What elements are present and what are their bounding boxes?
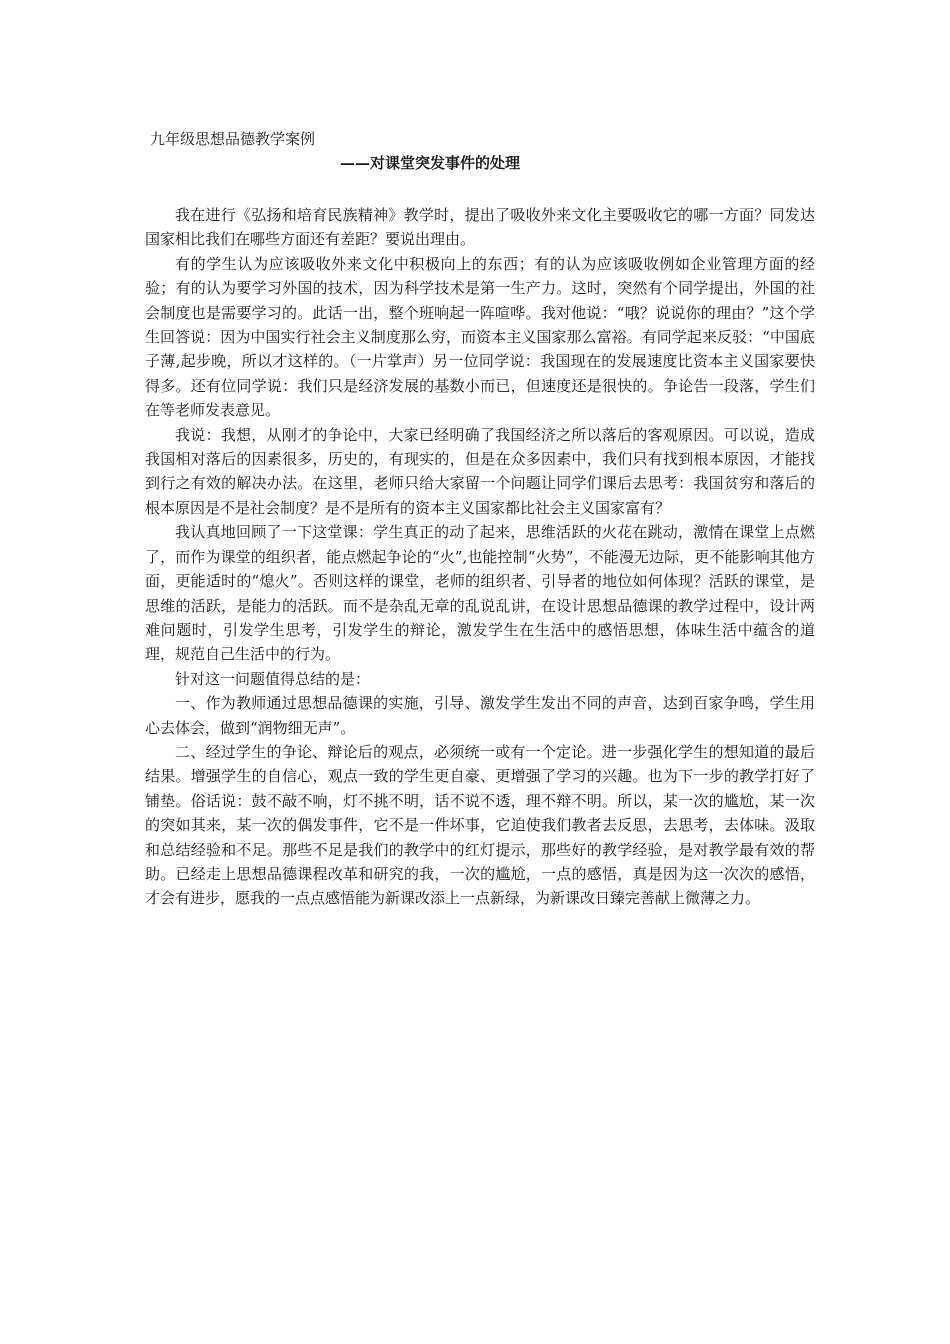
document-subtitle: ——对课堂突发事件的处理 [340,154,521,172]
paragraph-summary-point-1: 一、作为教师通过思想品德课的实施，引导、激发学生发出不同的声音，达到百家争鸣，学生用心去体会，做到“润物细无声”。 [145,694,815,737]
document-title: 九年级思想品德教学案例 [150,130,316,148]
paragraph-reflection: 我认真地回顾了一下这堂课：学生真正的动了起来，思维活跃的火花在跳动，激情在课堂上点燃了，而作为课堂的组织者，能点燃起争论的“火”,也能控制“火势”，不能漫无边际，更不能影响其他方面，更能适时的“熄火”。否则这样的课堂，老师的组织者、引导者的地位如何体现？活跃的课堂，是思维的活跃，是能力的活跃。而不是杂乱无章的乱说乱讲，在设计思想品德课的教学过程中，设计两难问题时，引发学生思考，引发学生的辩论，激发学生在生活中的感悟思想，体味生活中蕴含的道理，规范自己生活中的行为。 [145,523,815,664]
paragraph-intro: 我在进行《弘扬和培育民族精神》教学时，提出了吸收外来文化主要吸收它的哪一方面？同发达国家相比我们在哪些方面还有差距？要说出理由。 [145,206,815,249]
paragraph-summary-point-2: 二、经过学生的争论、辩论后的观点，必须统一或有一个定论。进一步强化学生的想知道的最后结果。增强学生的自信心，观点一致的学生更自豪、更增强了学习的兴趣。也为下一步的教学打好了铺垫。俗话说：鼓不敲不响，灯不挑不明，话不说不透，理不辩不明。所以，某一次的尴尬，某一次的突如其来，某一次的偶发事件，它不是一件坏事，它迫使我们教者去反思，去思考，去体味。汲取和总结经验和不足。那些不足是我们的教学中的红灯提示，那些好的教学经验，是对教学最有效的帮助。已经走上思想品德课程改革和研究的我，一次的尴尬，一点的感悟，真是因为这一次次的感悟，才会有进步，愿我的一点点感悟能为新课改添上一点新绿，为新课改日臻完善献上微薄之力。 [145,742,815,908]
paragraph-summary-intro: 针对这一问题值得总结的是： [175,669,371,688]
document-body [145,203,815,911]
paragraph-student-debate: 有的学生认为应该吸收外来文化中积极向上的东西；有的认为应该吸收例如企业管理方面的经验；有的认为要学习外国的技术，因为科学技术是第一生产力。这时，突然有个同学提出，外国的社会制度也是需要学习的。此话一出，整个班响起一阵喧哗。我对他说：“哦？说说你的理由？”这个学生回答说：因为中国实行社会主义制度那么穷，而资本主义国家那么富裕。有同学起来反驳：“中国底子薄,起步晚，所以才这样的。（一片掌声）另一位同学说：我国现在的发展速度比资本主义国家要快得多。还有位同学说：我们只是经济发展的基数小而已，但速度还是很快的。争论告一段落，学生们在等老师发表意见。 [145,254,815,420]
paragraph-teacher-response: 我说：我想，从刚才的争论中，大家已经明确了我国经济之所以落后的客观原因。可以说，造成我国相对落后的因素很多，历史的，有现实的，但是在众多因素中，我们只有找到根本原因，才能找到行之有效的解决办法。在这里，老师只给大家留一个问题让同学们课后去思考：我国贫穷和落后的根本原因是不是社会制度？是不是所有的资本主义国家都比社会主义国家富有？ [145,425,815,517]
